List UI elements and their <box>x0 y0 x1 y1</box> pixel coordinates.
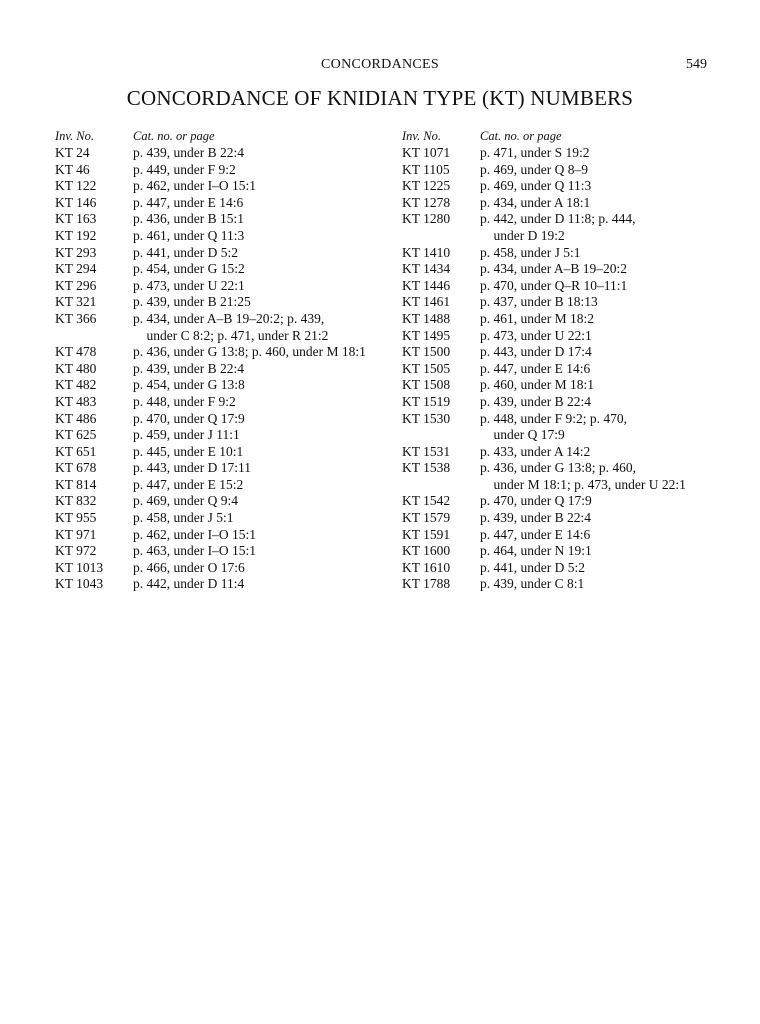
catalogue-reference-line: p. 464, under N 19:1 <box>480 543 592 559</box>
inv-number: KT 366 <box>55 310 97 326</box>
inv-number: KT 1519 <box>402 393 451 409</box>
concordance-entry <box>402 245 760 262</box>
catalogue-reference-line: under D 19:2 <box>480 227 565 243</box>
catalogue-reference <box>480 560 760 577</box>
inv-number: KT 625 <box>55 427 97 443</box>
catalogue-reference <box>133 560 403 577</box>
catalogue-reference-line: p. 461, under M 18:2 <box>480 310 594 326</box>
catalogue-reference-line: p. 466, under O 17:6 <box>133 559 245 575</box>
catalogue-reference-line: p. 441, under D 5:2 <box>480 559 585 575</box>
concordance-entry <box>55 560 403 577</box>
catalogue-reference <box>133 195 403 212</box>
catalogue-reference <box>133 311 403 344</box>
inv-number: KT 1105 <box>402 161 450 177</box>
concordance-entry <box>402 411 760 444</box>
catalogue-reference-line: p. 454, under G 13:8 <box>133 377 245 393</box>
catalogue-reference-line: p. 439, under C 8:1 <box>480 576 585 592</box>
catalogue-reference-line: p. 439, under B 22:4 <box>133 145 244 160</box>
catalogue-reference-line: p. 447, under E 14:6 <box>133 194 244 210</box>
concordance-entry <box>55 311 403 344</box>
catalogue-reference <box>480 261 760 278</box>
catalogue-reference-line: p. 443, under D 17:11 <box>133 460 251 476</box>
catalogue-reference-line: p. 459, under J 11:1 <box>133 427 240 443</box>
concordance-entry <box>55 427 403 444</box>
concordance-entry <box>55 477 403 494</box>
catalogue-reference-line: p. 469, under Q 9:4 <box>133 493 238 509</box>
catalogue-reference-line: p. 443, under D 17:4 <box>480 344 592 360</box>
catalogue-reference <box>480 245 760 262</box>
concordance-entry <box>402 543 760 560</box>
catalogue-reference-line: p. 458, under J 5:1 <box>133 510 234 526</box>
concordance-entry <box>55 411 403 428</box>
right-column <box>402 128 760 593</box>
inv-number: KT 294 <box>55 261 97 277</box>
catalogue-reference-line: under C 8:2; p. 471, under R 21:2 <box>133 327 329 343</box>
catalogue-reference-line: p. 434, under A 18:1 <box>480 194 591 210</box>
catalogue-reference <box>133 427 403 444</box>
inv-number: KT 122 <box>55 178 97 194</box>
catalogue-reference-line: under Q 17:9 <box>480 427 565 443</box>
catalogue-reference-line: p. 441, under D 5:2 <box>133 244 238 260</box>
concordance-entry <box>402 460 760 493</box>
concordance-entry <box>55 460 403 477</box>
concordance-entry <box>55 493 403 510</box>
catalogue-reference-line: p. 448, under F 9:2; p. 470, <box>480 410 627 426</box>
inv-no-header: Inv. No. <box>402 129 441 143</box>
catalogue-reference <box>133 361 403 378</box>
inv-number: KT 163 <box>55 211 97 227</box>
catalogue-reference-line: p. 462, under I–O 15:1 <box>133 526 256 542</box>
right-column-header <box>402 128 760 145</box>
catalogue-reference <box>133 145 403 162</box>
inv-number: KT 1600 <box>402 543 451 559</box>
concordance-entry <box>55 394 403 411</box>
catalogue-reference-line: p. 439, under B 21:25 <box>133 294 251 310</box>
inv-number: KT 1280 <box>402 211 451 227</box>
concordance-entry <box>55 576 403 593</box>
inv-number: KT 1013 <box>55 559 104 575</box>
page-number: 549 <box>686 57 707 72</box>
inv-number: KT 1508 <box>402 377 451 393</box>
catalogue-reference <box>480 145 760 162</box>
catalogue-reference <box>133 527 403 544</box>
page-title: CONCORDANCE OF KNIDIAN TYPE (KT) NUMBERS <box>126 86 634 110</box>
concordance-entry <box>402 444 760 461</box>
concordance-entry <box>402 145 760 162</box>
catalogue-reference-line: p. 461, under Q 11:3 <box>133 227 245 243</box>
concordance-entry <box>55 527 403 544</box>
concordance-entry <box>55 162 403 179</box>
inv-number: KT 832 <box>55 493 97 509</box>
concordance-entry <box>55 344 403 361</box>
inv-number: KT 971 <box>55 526 97 542</box>
concordance-entry <box>55 145 403 162</box>
catalogue-reference-line: p. 436, under G 13:8; p. 460, <box>480 460 636 476</box>
catalogue-reference <box>480 444 760 461</box>
catalogue-reference <box>133 576 403 593</box>
catalogue-reference <box>480 328 760 345</box>
concordance-entry <box>402 394 760 411</box>
concordance-entry <box>402 510 760 527</box>
catalogue-reference-line: p. 434, under A–B 19–20:2 <box>480 261 627 277</box>
inv-number: KT 1488 <box>402 310 451 326</box>
catalogue-reference <box>133 261 403 278</box>
catalogue-reference-line: p. 437, under B 18:13 <box>480 294 598 310</box>
concordance-entry <box>402 527 760 544</box>
concordance-entry <box>55 510 403 527</box>
inv-number: KT 814 <box>55 476 97 492</box>
catalogue-reference <box>133 493 403 510</box>
concordance-entry <box>402 493 760 510</box>
catalogue-reference <box>480 377 760 394</box>
catalogue-reference-line: p. 447, under E 14:6 <box>480 360 591 376</box>
catalogue-reference <box>133 178 403 195</box>
catalogue-reference-line: under M 18:1; p. 473, under U 22:1 <box>480 476 686 492</box>
catalogue-reference-line: p. 442, under D 11:8; p. 444, <box>480 211 636 227</box>
left-column-header <box>55 128 403 145</box>
inv-number: KT 1278 <box>402 194 451 210</box>
catalogue-reference-line: p. 439, under B 22:4 <box>133 360 244 376</box>
inv-number: KT 483 <box>55 393 97 409</box>
inv-number: KT 1610 <box>402 559 451 575</box>
inv-number: KT 1410 <box>402 244 451 260</box>
catalogue-reference-line: p. 470, under Q–R 10–11:1 <box>480 277 628 293</box>
inv-number: KT 651 <box>55 443 97 459</box>
catalogue-reference <box>480 278 760 295</box>
catalogue-reference <box>480 178 760 195</box>
catalogue-reference <box>480 294 760 311</box>
catalogue-reference <box>133 543 403 560</box>
catalogue-reference-line: p. 470, under Q 17:9 <box>480 493 592 509</box>
concordance-entry <box>402 178 760 195</box>
inv-number: KT 1495 <box>402 327 451 343</box>
catalogue-reference <box>133 477 403 494</box>
catalogue-reference <box>133 377 403 394</box>
catalogue-reference <box>480 195 760 212</box>
catalogue-reference <box>133 162 403 179</box>
catalogue-reference <box>133 278 403 295</box>
right-entry-list <box>402 145 760 593</box>
inv-number: KT 1071 <box>402 145 451 160</box>
catalogue-reference-line: p. 433, under A 14:2 <box>480 443 591 459</box>
inv-number: KT 972 <box>55 543 97 559</box>
inv-number: KT 1579 <box>402 510 451 526</box>
catalogue-reference-line: p. 462, under I–O 15:1 <box>133 178 256 194</box>
catalogue-reference <box>480 394 760 411</box>
catalogue-reference-line: p. 439, under B 22:4 <box>480 393 591 409</box>
catalogue-reference-line: p. 449, under F 9:2 <box>133 161 236 177</box>
concordance-entry <box>55 377 403 394</box>
catalogue-reference-line: p. 439, under B 22:4 <box>480 510 591 526</box>
concordance-entry <box>55 361 403 378</box>
inv-number: KT 146 <box>55 194 97 210</box>
inv-number: KT 293 <box>55 244 97 260</box>
catalogue-reference-line: p. 436, under B 15:1 <box>133 211 244 227</box>
catalogue-reference-line: p. 470, under Q 17:9 <box>133 410 245 426</box>
inv-number: KT 1538 <box>402 460 451 476</box>
inv-number: KT 1446 <box>402 277 451 293</box>
concordance-entry <box>402 576 760 593</box>
concordance-entry <box>402 328 760 345</box>
concordance-entry <box>55 444 403 461</box>
inv-number: KT 480 <box>55 360 97 376</box>
catalogue-reference-line: p. 473, under U 22:1 <box>480 327 592 343</box>
concordance-entry <box>402 361 760 378</box>
catalogue-reference <box>480 311 760 328</box>
catalogue-reference <box>480 493 760 510</box>
catalogue-reference-line: p. 458, under J 5:1 <box>480 244 581 260</box>
inv-number: KT 1225 <box>402 178 451 194</box>
inv-no-header: Inv. No. <box>55 129 94 143</box>
left-column <box>55 128 403 593</box>
catalogue-reference <box>133 228 403 245</box>
inv-number: KT 486 <box>55 410 97 426</box>
concordance-entry <box>402 162 760 179</box>
concordance-entry <box>402 344 760 361</box>
concordance-entry <box>402 278 760 295</box>
catalogue-reference <box>480 162 760 179</box>
catalogue-reference <box>480 361 760 378</box>
concordance-entry <box>402 261 760 278</box>
inv-number: KT 1043 <box>55 576 104 592</box>
catalogue-reference-line: p. 471, under S 19:2 <box>480 145 590 160</box>
inv-number: KT 1591 <box>402 526 451 542</box>
cat-no-header: Cat. no. or page <box>480 129 562 143</box>
catalogue-reference-line: p. 460, under M 18:1 <box>480 377 594 393</box>
inv-number: KT 1788 <box>402 576 451 592</box>
running-head <box>0 57 760 77</box>
concordance-entry <box>55 543 403 560</box>
left-entry-list <box>55 145 403 593</box>
inv-number: KT 478 <box>55 344 97 360</box>
catalogue-reference <box>480 576 760 593</box>
catalogue-reference <box>480 211 760 244</box>
inv-number: KT 1434 <box>402 261 451 277</box>
concordance-entry <box>402 294 760 311</box>
catalogue-reference-line: p. 447, under E 14:6 <box>480 526 591 542</box>
catalogue-reference <box>133 211 403 228</box>
concordance-entry <box>55 294 403 311</box>
inv-number: KT 482 <box>55 377 97 393</box>
inv-number: KT 46 <box>55 161 90 177</box>
concordance-entry <box>402 195 760 212</box>
concordance-entry <box>402 311 760 328</box>
catalogue-reference <box>480 510 760 527</box>
concordance-entry <box>55 245 403 262</box>
running-head-title: CONCORDANCES <box>321 57 439 72</box>
catalogue-reference-line: p. 473, under U 22:1 <box>133 277 245 293</box>
catalogue-reference-line: p. 434, under A–B 19–20:2; p. 439, <box>133 310 325 326</box>
catalogue-reference <box>133 460 403 477</box>
catalogue-reference <box>133 411 403 428</box>
inv-number: KT 296 <box>55 277 97 293</box>
inv-number: KT 24 <box>55 145 90 160</box>
catalogue-reference-line: p. 454, under G 15:2 <box>133 261 245 277</box>
concordance-entry <box>55 195 403 212</box>
concordance-entry <box>55 278 403 295</box>
catalogue-reference <box>480 344 760 361</box>
catalogue-reference <box>480 543 760 560</box>
catalogue-reference <box>133 444 403 461</box>
catalogue-reference-line: p. 469, under Q 11:3 <box>480 178 592 194</box>
catalogue-reference-line: p. 442, under D 11:4 <box>133 576 245 592</box>
catalogue-reference-line: p. 445, under E 10:1 <box>133 443 244 459</box>
concordance-entry <box>402 560 760 577</box>
catalogue-reference-line: p. 463, under I–O 15:1 <box>133 543 256 559</box>
concordance-entry <box>55 211 403 228</box>
catalogue-reference <box>133 245 403 262</box>
concordance-entry <box>402 211 760 244</box>
catalogue-reference-line: p. 447, under E 15:2 <box>133 476 244 492</box>
catalogue-reference <box>133 394 403 411</box>
catalogue-reference-line: p. 469, under Q 8–9 <box>480 161 588 177</box>
inv-number: KT 1461 <box>402 294 451 310</box>
inv-number: KT 678 <box>55 460 97 476</box>
inv-number: KT 1500 <box>402 344 451 360</box>
concordance-entry <box>402 377 760 394</box>
cat-no-header: Cat. no. or page <box>133 129 215 143</box>
concordance-entry <box>55 178 403 195</box>
catalogue-reference <box>133 344 403 361</box>
catalogue-reference <box>480 460 760 493</box>
inv-number: KT 1542 <box>402 493 451 509</box>
catalogue-reference <box>133 294 403 311</box>
inv-number: KT 192 <box>55 227 97 243</box>
catalogue-reference-line: p. 448, under F 9:2 <box>133 393 236 409</box>
catalogue-reference <box>133 510 403 527</box>
concordance-entry <box>55 228 403 245</box>
concordance-entry <box>55 261 403 278</box>
inv-number: KT 955 <box>55 510 97 526</box>
catalogue-reference <box>480 527 760 544</box>
inv-number: KT 1531 <box>402 443 451 459</box>
inv-number: KT 321 <box>55 294 97 310</box>
catalogue-reference <box>480 411 760 444</box>
inv-number: KT 1505 <box>402 360 451 376</box>
inv-number: KT 1530 <box>402 410 451 426</box>
catalogue-reference-line: p. 436, under G 13:8; p. 460, under M 18:1 <box>133 344 366 360</box>
